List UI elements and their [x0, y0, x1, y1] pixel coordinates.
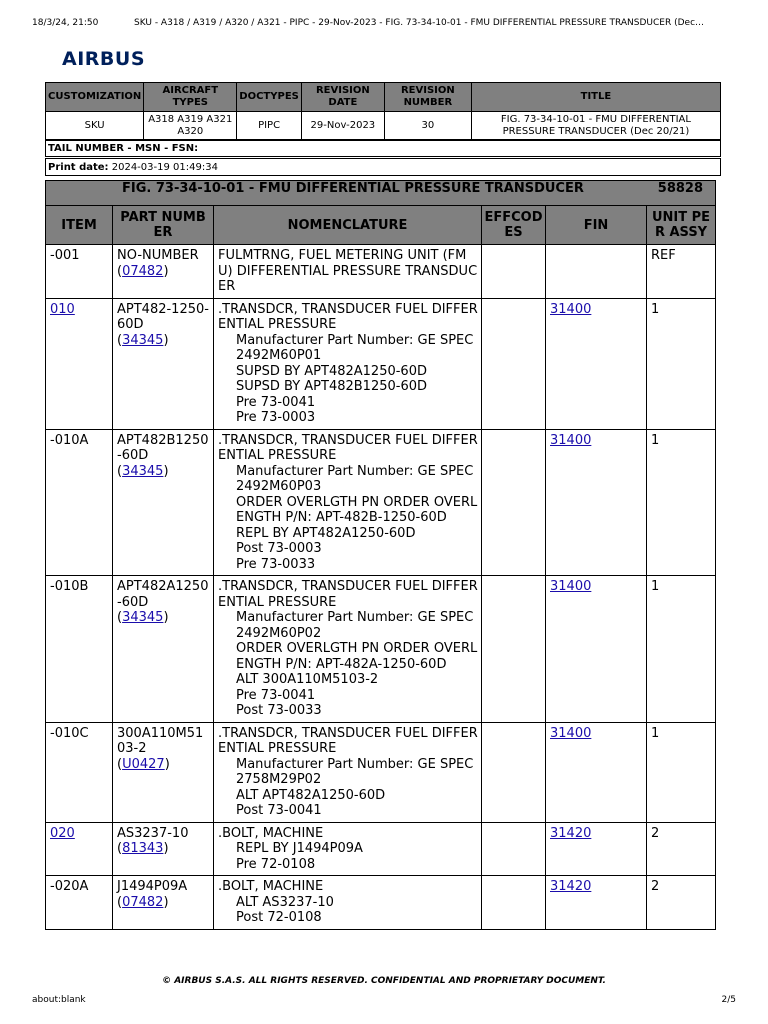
- nomenclature-cell: [214, 822, 482, 876]
- fin-link[interactable]: 31420: [550, 825, 592, 841]
- tail-number-label: TAIL NUMBER - MSN - FSN:: [48, 143, 199, 154]
- part-number: APT482A1250-60D: [117, 579, 209, 610]
- fin-cell: [546, 822, 647, 876]
- vendor-code-link[interactable]: 07482: [122, 894, 164, 910]
- unit-per-assy: 1: [651, 579, 660, 594]
- nomenclature-detail: ALT APT482A1250-60D: [236, 787, 386, 803]
- column-header-effcodes: EFFCOD ES: [482, 206, 546, 245]
- unit-per-assy-cell: [647, 876, 716, 930]
- print-datetime: 18/3/24, 21:50: [32, 18, 99, 28]
- table-row: [46, 822, 716, 876]
- effcodes-cell: [482, 822, 546, 876]
- nomenclature-cell: [214, 298, 482, 429]
- item-cell: [46, 722, 113, 822]
- part-number: 300A110M5103-2: [117, 725, 204, 756]
- nomenclature: .TRANSDCR, TRANSDUCER FUEL DIFFERENTIAL PRESSURE: [218, 432, 478, 463]
- fin-cell: [546, 576, 647, 723]
- meta-value: SKU: [46, 112, 144, 141]
- nomenclature: FULMTRNG, FUEL METERING UNIT (FMU) DIFFERENTIAL PRESSURE TRANSDUCER: [218, 248, 478, 294]
- table-row: [46, 429, 716, 576]
- meta-value: A318 A319 A321 A320: [144, 112, 237, 141]
- nomenclature-detail: Pre 73-0033: [236, 556, 316, 572]
- nomenclature-detail: Pre 73-0003: [236, 410, 316, 425]
- vendor-code-link[interactable]: 34345: [122, 610, 164, 625]
- part-number-cell: NO-NUMBER (07482): [113, 245, 214, 299]
- unit-per-assy-cell: [647, 429, 716, 576]
- meta-value: 29-Nov-2023: [301, 112, 384, 141]
- item-cell: [46, 245, 113, 299]
- fin-link[interactable]: 31400: [550, 725, 592, 741]
- item-cell: [46, 876, 113, 930]
- nomenclature-cell: [214, 429, 482, 576]
- item-cell: [46, 429, 113, 576]
- part-number-cell: APT482-1250-60D (34345): [113, 298, 214, 429]
- nomenclature-detail: Manufacturer Part Number: GE SPEC 2492M60P03: [236, 463, 474, 494]
- table-row: [46, 245, 716, 299]
- part-number: NO-NUMBER: [117, 248, 199, 263]
- part-number: APT482B1250-60D: [117, 432, 209, 463]
- nomenclature-detail: SUPSD BY APT482A1250-60D: [236, 363, 427, 379]
- airbus-logo: AIRBUS: [62, 48, 145, 70]
- nomenclature-detail: ORDER OVERLGTH PN ORDER OVERLENGTH P/N: APT-482B-1250-60D: [236, 494, 478, 525]
- item-cell: [46, 576, 113, 723]
- part-number: AS3237-10: [117, 825, 189, 841]
- unit-per-assy: 1: [651, 301, 660, 317]
- effcodes-cell: [482, 876, 546, 930]
- table-row: [46, 876, 716, 930]
- meta-header: CUSTOMIZATION: [46, 83, 144, 112]
- vendor-code-link[interactable]: 34345: [122, 463, 164, 479]
- unit-per-assy: 1: [651, 432, 660, 448]
- item-number: -010A: [50, 432, 89, 448]
- meta-header: TITLE: [471, 83, 720, 112]
- meta-value: FIG. 73-34-10-01 - FMU DIFFERENTIAL PRESSURE TRANSDUCER (Dec 20/21): [471, 112, 720, 141]
- column-header-item: ITEM: [46, 206, 113, 245]
- part-number-cell: APT482B1250-60D (34345): [113, 429, 214, 576]
- unit-per-assy: 1: [651, 725, 660, 741]
- table-row: [46, 722, 716, 822]
- item-link[interactable]: 010: [50, 301, 75, 317]
- parts-list-table: [45, 180, 716, 930]
- item-number: -010B: [50, 579, 89, 594]
- item-number: -020A: [50, 879, 89, 894]
- fin-cell: [546, 245, 647, 299]
- nomenclature-detail: SUPSD BY APT482B1250-60D: [236, 379, 428, 394]
- document-meta-table: [45, 82, 721, 141]
- nomenclature-detail: Manufacturer Part Number: GE SPEC 2758M29P02: [236, 756, 474, 787]
- print-page-number: 2/5: [721, 995, 736, 1005]
- nomenclature-detail: Manufacturer Part Number: GE SPEC 2492M60P01: [236, 332, 474, 363]
- fin-link[interactable]: 31400: [550, 432, 592, 448]
- nomenclature-detail: Manufacturer Part Number: GE SPEC 2492M60P02: [236, 610, 474, 641]
- fin-link[interactable]: 31400: [550, 579, 592, 594]
- column-header-row: [46, 206, 716, 245]
- effcodes-cell: [482, 576, 546, 723]
- print-page-title: SKU - A318 / A319 / A320 / A321 - PIPC - 29-Nov-2023 - FIG. 73-34-10-01 - FMU DIFFERENTIAL PRESSURE TRANSDUCER (Dec…: [134, 18, 705, 28]
- item-link[interactable]: 020: [50, 825, 75, 841]
- copyright-footer: © AIRBUS S.A.S. ALL RIGHTS RESERVED. CONFIDENTIAL AND PROPRIETARY DOCUMENT.: [162, 976, 606, 986]
- table-row: [46, 298, 716, 429]
- fin-link[interactable]: 31420: [550, 879, 592, 894]
- effcodes-cell: [482, 245, 546, 299]
- part-number-cell: J1494P09A (07482): [113, 876, 214, 930]
- tail-number-line: [45, 139, 721, 157]
- figure-number: 58828: [657, 181, 704, 196]
- print-date-label: Print date:: [48, 162, 109, 173]
- nomenclature-detail: REPL BY J1494P09A: [236, 841, 363, 856]
- nomenclature-detail: REPL BY APT482A1250-60D: [236, 525, 416, 541]
- nomenclature-detail: Pre 72-0108: [236, 856, 316, 872]
- effcodes-cell: [482, 722, 546, 822]
- unit-per-assy: REF: [651, 248, 676, 263]
- nomenclature: .TRANSDCR, TRANSDUCER FUEL DIFFERENTIAL PRESSURE: [218, 301, 478, 332]
- meta-header: DOCTYPES: [237, 83, 302, 112]
- nomenclature-detail: Pre 73-0041: [236, 394, 316, 410]
- unit-per-assy-cell: [647, 576, 716, 723]
- part-number: APT482-1250-60D: [117, 301, 209, 332]
- meta-header: AIRCRAFT TYPES: [144, 83, 237, 112]
- column-header-unit-per-assy: UNIT PE R ASSY: [647, 206, 716, 245]
- figure-title: FIG. 73-34-10-01 - FMU DIFFERENTIAL PRESSURE TRANSDUCER: [122, 181, 584, 196]
- nomenclature: .TRANSDCR, TRANSDUCER FUEL DIFFERENTIAL PRESSURE: [218, 725, 478, 756]
- item-cell: [46, 298, 113, 429]
- part-number-cell: AS3237-10 (81343): [113, 822, 214, 876]
- fin-cell: [546, 429, 647, 576]
- meta-header: REVISION DATE: [301, 83, 384, 112]
- vendor-code-link[interactable]: U0427: [122, 756, 165, 772]
- nomenclature-detail: Pre 73-0041: [236, 687, 316, 703]
- unit-per-assy-cell: [647, 298, 716, 429]
- item-number: -010C: [50, 725, 89, 741]
- item-number: -001: [50, 248, 80, 263]
- nomenclature-detail: ALT AS3237-10: [236, 894, 334, 910]
- fin-cell: [546, 876, 647, 930]
- vendor-code-link[interactable]: 81343: [122, 841, 164, 856]
- nomenclature-detail: ALT 300A110M5103-2: [236, 672, 379, 687]
- nomenclature-cell: [214, 876, 482, 930]
- print-date-value: 2024-03-19 01:49:34: [111, 162, 218, 173]
- unit-per-assy: 2: [651, 825, 660, 841]
- meta-value-row: [46, 112, 721, 141]
- nomenclature-cell: [214, 245, 482, 299]
- nomenclature-cell: [214, 722, 482, 822]
- meta-value: 30: [384, 112, 471, 141]
- nomenclature-detail: Post 72-0108: [236, 910, 322, 925]
- nomenclature: .TRANSDCR, TRANSDUCER FUEL DIFFERENTIAL PRESSURE: [218, 579, 478, 610]
- figure-title-cell: [46, 181, 716, 206]
- print-url: about:blank: [32, 995, 86, 1005]
- parts-rows: [46, 245, 716, 930]
- fin-cell: [546, 298, 647, 429]
- nomenclature-detail: Post 73-0003: [236, 541, 322, 556]
- meta-value: PIPC: [237, 112, 302, 141]
- figure-title-row: [46, 181, 716, 206]
- nomenclature-detail: Post 73-0033: [236, 703, 322, 718]
- item-cell: [46, 822, 113, 876]
- vendor-code-link[interactable]: 34345: [122, 332, 164, 348]
- part-number-cell: 300A110M5103-2 (U0427): [113, 722, 214, 822]
- unit-per-assy-cell: [647, 822, 716, 876]
- effcodes-cell: [482, 429, 546, 576]
- column-header-fin: FIN: [546, 206, 647, 245]
- column-header-part-number: PART NUMB ER: [113, 206, 214, 245]
- fin-link[interactable]: 31400: [550, 301, 592, 317]
- unit-per-assy-cell: [647, 722, 716, 822]
- meta-header-row: [46, 83, 721, 112]
- part-number: J1494P09A: [117, 879, 188, 894]
- nomenclature: .BOLT, MACHINE: [218, 825, 324, 841]
- nomenclature-detail: ORDER OVERLGTH PN ORDER OVERLENGTH P/N: APT-482A-1250-60D: [236, 641, 478, 672]
- part-number-cell: APT482A1250-60D (34345): [113, 576, 214, 723]
- unit-per-assy-cell: [647, 245, 716, 299]
- table-row: [46, 576, 716, 723]
- meta-header: REVISION NUMBER: [384, 83, 471, 112]
- print-date-line: [45, 158, 721, 176]
- vendor-code-link[interactable]: 07482: [122, 263, 164, 279]
- nomenclature: .BOLT, MACHINE: [218, 879, 324, 894]
- effcodes-cell: [482, 298, 546, 429]
- nomenclature-detail: Post 73-0041: [236, 803, 322, 818]
- unit-per-assy: 2: [651, 879, 660, 894]
- nomenclature-cell: [214, 576, 482, 723]
- column-header-nomenclature: NOMENCLATURE: [214, 206, 482, 245]
- fin-cell: [546, 722, 647, 822]
